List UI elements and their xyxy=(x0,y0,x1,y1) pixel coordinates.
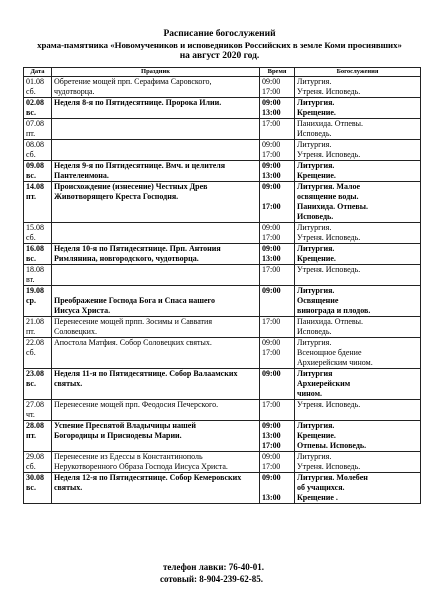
service-cell xyxy=(295,317,421,338)
service-cell-line: винограда и плодов. xyxy=(297,306,371,315)
date-cell-line: вс. xyxy=(26,254,36,263)
feast-cell xyxy=(52,161,260,182)
service-cell-line: Панихида. Отпевы. xyxy=(297,119,364,128)
time-cell-line: 17:00 xyxy=(262,265,281,274)
date-cell-line: сб. xyxy=(26,348,36,357)
date-cell xyxy=(24,369,52,400)
date-cell-line: 08.08 xyxy=(26,140,44,149)
time-cell-line: 13:00 xyxy=(262,171,281,180)
feast-cell-line: Неделя 11-я по Пятидесятнице. Собор Валаамских xyxy=(54,369,238,378)
time-cell-line: 13:00 xyxy=(262,108,281,117)
feast-cell-line xyxy=(54,223,257,233)
time-cell-line: 17:00 xyxy=(262,233,281,242)
time-cell-line: 17:00 xyxy=(262,202,281,211)
time-cell-line: 09:00 xyxy=(262,223,281,232)
schedule-table xyxy=(23,67,421,504)
time-cell-line: 09:00 xyxy=(262,140,281,149)
date-cell-line: сб. xyxy=(26,150,36,159)
feast-cell xyxy=(52,223,260,244)
service-cell-line: Литургия. Молебен xyxy=(297,473,368,482)
feast-cell-line: святых. xyxy=(54,483,83,492)
date-cell-line: вс. xyxy=(26,108,36,117)
service-cell xyxy=(295,182,421,223)
date-cell xyxy=(24,119,52,140)
time-cell xyxy=(260,161,295,182)
feast-cell-line: Перенесение мощей прп. Феодосия Печерского. xyxy=(54,400,219,409)
service-cell-line: об учащихся. xyxy=(297,483,345,492)
feast-cell xyxy=(52,452,260,473)
table-row xyxy=(24,400,421,421)
service-cell-line: Панихида. Отпевы. xyxy=(297,202,368,211)
page-title: Расписание богослужений xyxy=(163,29,276,39)
date-cell xyxy=(24,182,52,223)
feast-cell-line xyxy=(54,286,257,296)
date-cell-line: 01.08 xyxy=(26,77,44,86)
feast-cell-line: Неделя 10-я по Пятидесятнице. Прп. Антония xyxy=(54,244,221,253)
time-cell-line: 09:00 xyxy=(262,98,281,107)
date-cell xyxy=(24,244,52,265)
feast-cell-line: Римлянина, новгородского, чудотворца. xyxy=(54,254,199,263)
page-subtitle: храма-памятника «Новомучеников и исповедников Российских в земле Коми просиявших» xyxy=(37,40,402,50)
date-cell-line: ср. xyxy=(26,296,36,305)
feast-cell-line: Успение Пресвятой Владычицы нашей xyxy=(54,421,196,430)
service-cell-line: Утреня. Исповедь. xyxy=(297,87,361,96)
date-cell xyxy=(24,286,52,317)
service-cell-line: Утреня. Исповедь. xyxy=(297,265,361,274)
date-cell-line: 19.08 xyxy=(26,286,44,295)
time-cell-line: 17:00 xyxy=(262,119,281,128)
date-cell-line: 14.08 xyxy=(26,182,44,191)
date-cell-line: вс. xyxy=(26,483,36,492)
date-cell xyxy=(24,473,52,504)
service-cell xyxy=(295,119,421,140)
date-cell xyxy=(24,77,52,98)
service-cell-line: Литургия. xyxy=(297,286,335,295)
feast-cell xyxy=(52,77,260,98)
column-header-services: Богослужения xyxy=(295,68,421,77)
time-cell-line: 09:00 xyxy=(262,161,281,170)
shop-phone: телефон лавки: 76-40-01. xyxy=(163,562,265,572)
feast-cell-line: Неделя 8-я по Пятидесятнице. Пророка Илии. xyxy=(54,98,222,107)
time-cell xyxy=(260,265,295,286)
time-cell xyxy=(260,369,295,400)
time-cell-line: 09:00 xyxy=(262,286,281,295)
date-cell xyxy=(24,338,52,369)
service-cell-line: Литургия. Малое xyxy=(297,182,361,191)
time-cell-line: 09:00 xyxy=(262,338,281,347)
table-row xyxy=(24,182,421,223)
date-cell-line: пт. xyxy=(26,129,36,138)
date-cell-line: вт. xyxy=(26,275,35,284)
date-cell xyxy=(24,98,52,119)
date-cell-line: 23.08 xyxy=(26,369,44,378)
feast-cell-line: Апостола Матфия. Собор Соловецких святых. xyxy=(54,338,212,347)
time-cell xyxy=(260,473,295,504)
service-cell xyxy=(295,265,421,286)
date-cell-line: чт. xyxy=(26,410,35,419)
time-cell xyxy=(260,317,295,338)
date-cell-line: 18.08 xyxy=(26,265,44,274)
feast-cell-line xyxy=(54,140,257,150)
date-cell xyxy=(24,452,52,473)
feast-cell-line: святых. xyxy=(54,379,83,388)
feast-cell-line: Неделя 12-я по Пятидесятнице. Собор Кемеровских xyxy=(54,473,242,482)
time-cell xyxy=(260,119,295,140)
time-cell xyxy=(260,338,295,369)
period-label: на август 2020 год. xyxy=(179,51,260,61)
time-cell xyxy=(260,421,295,452)
date-cell-line: вс. xyxy=(26,379,36,388)
service-cell xyxy=(295,161,421,182)
table-row xyxy=(24,77,421,98)
service-cell-line: Всенощное бдение xyxy=(297,348,362,357)
feast-cell-line: Соловецких. xyxy=(54,327,97,336)
date-cell xyxy=(24,421,52,452)
feast-cell-line: Животворящего Креста Господня. xyxy=(54,192,179,201)
date-cell-line: 27.08 xyxy=(26,400,44,409)
service-cell-line: Отпевы. Исповедь. xyxy=(297,441,367,450)
service-cell-line: Литургия. xyxy=(297,452,332,461)
service-cell-line: Панихида. Отпевы. xyxy=(297,317,364,326)
feast-cell xyxy=(52,369,260,400)
table-row xyxy=(24,421,421,452)
time-cell xyxy=(260,400,295,421)
time-cell-line: 17:00 xyxy=(262,348,281,357)
time-cell-line: 09:00 xyxy=(262,244,281,253)
service-cell xyxy=(295,338,421,369)
service-cell xyxy=(295,452,421,473)
service-cell-line: Исповедь. xyxy=(297,327,332,336)
time-cell xyxy=(260,223,295,244)
table-row xyxy=(24,452,421,473)
date-cell-line: 29.08 xyxy=(26,452,44,461)
feast-cell xyxy=(52,119,260,140)
time-cell-line: 09:00 xyxy=(262,182,281,191)
time-cell xyxy=(260,77,295,98)
date-cell-line: 16.08 xyxy=(26,244,44,253)
schedule-body xyxy=(24,77,421,504)
service-cell xyxy=(295,140,421,161)
time-cell-line: 09:00 xyxy=(262,473,281,482)
table-row xyxy=(24,223,421,244)
feast-cell-line: Богородицы и Приснодевы Марии. xyxy=(54,431,182,440)
feast-cell xyxy=(52,317,260,338)
service-cell-line: Крещение. xyxy=(297,431,336,440)
feast-cell-line: Иисуса Христа. xyxy=(54,306,111,315)
table-row xyxy=(24,317,421,338)
time-cell-line xyxy=(262,192,292,202)
feast-cell-line: Происхождение (изнесение) Честных Древ xyxy=(54,182,208,191)
mobile-phone: сотовый: 8-904-239-62-85. xyxy=(160,574,264,584)
service-cell xyxy=(295,244,421,265)
time-cell-line: 17:00 xyxy=(262,150,281,159)
feast-cell-line: Преображение Господа Бога и Спаса нашего xyxy=(54,296,215,305)
time-cell-line xyxy=(262,483,292,493)
time-cell-line xyxy=(262,212,292,222)
service-cell xyxy=(295,473,421,504)
feast-cell xyxy=(52,286,260,317)
table-row xyxy=(24,244,421,265)
service-cell-line: Литургия. xyxy=(297,338,332,347)
service-cell-line: Крещение. xyxy=(297,108,336,117)
table-row xyxy=(24,265,421,286)
time-cell-line: 13:00 xyxy=(262,431,281,440)
column-header-time: Время xyxy=(260,68,295,77)
time-cell-line: 17:00 xyxy=(262,462,281,471)
feast-cell-line: чудотворца. xyxy=(54,87,95,96)
date-cell-line: 09.08 xyxy=(26,161,44,170)
date-cell xyxy=(24,140,52,161)
date-cell-line: 02.08 xyxy=(26,98,44,107)
date-cell-line: пт. xyxy=(26,431,36,440)
date-cell-line: вс. xyxy=(26,171,36,180)
date-cell xyxy=(24,161,52,182)
date-cell xyxy=(24,223,52,244)
table-row xyxy=(24,98,421,119)
time-cell-line: 09:00 xyxy=(262,452,281,461)
service-cell xyxy=(295,400,421,421)
feast-cell xyxy=(52,182,260,223)
service-cell-line: Литургия xyxy=(297,369,333,378)
service-cell-line: Крещение . xyxy=(297,493,338,502)
date-cell-line: сб. xyxy=(26,462,36,471)
time-cell xyxy=(260,244,295,265)
time-cell-line: 09:00 xyxy=(262,369,281,378)
service-cell xyxy=(295,421,421,452)
service-cell-line: Утреня. Исповедь. xyxy=(297,462,361,471)
feast-cell xyxy=(52,244,260,265)
time-cell xyxy=(260,286,295,317)
service-cell-line: Литургия. xyxy=(297,140,332,149)
service-cell xyxy=(295,223,421,244)
time-cell-line: 17:00 xyxy=(262,400,281,409)
feast-cell xyxy=(52,421,260,452)
time-cell xyxy=(260,98,295,119)
feast-cell-line: Перенесение из Едессы в Константинополь xyxy=(54,452,203,461)
date-cell-line: пт. xyxy=(26,327,36,336)
date-cell-line: 28.08 xyxy=(26,421,44,430)
date-cell-line: сб. xyxy=(26,87,36,96)
time-cell-line: 13:00 xyxy=(262,254,281,263)
date-cell-line: сб. xyxy=(26,233,36,242)
feast-cell xyxy=(52,140,260,161)
service-cell-line: чином. xyxy=(297,389,323,398)
feast-cell-line xyxy=(54,119,257,129)
feast-cell xyxy=(52,400,260,421)
time-cell xyxy=(260,182,295,223)
service-cell-line: Литургия. xyxy=(297,421,335,430)
table-row xyxy=(24,369,421,400)
date-cell-line: 22.08 xyxy=(26,338,44,347)
service-cell-line: Литургия. xyxy=(297,77,332,86)
time-cell xyxy=(260,452,295,473)
table-row xyxy=(24,161,421,182)
time-cell xyxy=(260,140,295,161)
service-cell xyxy=(295,369,421,400)
table-header-row xyxy=(24,68,421,77)
date-cell xyxy=(24,400,52,421)
service-cell-line: Утреня. Исповедь. xyxy=(297,233,361,242)
table-row xyxy=(24,338,421,369)
service-cell-line: Литургия. xyxy=(297,223,332,232)
service-cell-line: Архиерейским xyxy=(297,379,351,388)
feast-cell-line: Обретение мощей прп. Серафима Саровского, xyxy=(54,77,212,86)
service-cell-line: Архиерейским чином. xyxy=(297,358,373,367)
feast-cell-line: Неделя 9-я по Пятидесятнице. Вмч. и целителя xyxy=(54,161,226,170)
service-cell-line: Крещение. xyxy=(297,254,336,263)
time-cell-line: 09:00 xyxy=(262,421,281,430)
feast-cell-line: Пантелеимона. xyxy=(54,171,109,180)
feast-cell xyxy=(52,265,260,286)
service-cell-line: Исповедь. xyxy=(297,212,334,221)
service-cell-line: Освящение xyxy=(297,296,339,305)
service-cell xyxy=(295,77,421,98)
date-cell-line: 21.08 xyxy=(26,317,44,326)
feast-cell-line xyxy=(54,265,257,275)
column-header-feast: Праздник xyxy=(52,68,260,77)
service-cell xyxy=(295,286,421,317)
service-cell-line: Литургия. xyxy=(297,161,335,170)
date-cell xyxy=(24,317,52,338)
service-cell-line: Утреня. Исповедь. xyxy=(297,400,361,409)
date-cell-line: пт. xyxy=(26,192,36,201)
table-row xyxy=(24,140,421,161)
service-cell-line: Утреня. Исповедь. xyxy=(297,150,361,159)
column-header-date: Дата xyxy=(24,68,52,77)
service-cell-line: освящение воды. xyxy=(297,192,359,201)
feast-cell-line: Перенесение мощей прпп. Зосимы и Савватия xyxy=(54,317,213,326)
date-cell-line: 30.08 xyxy=(26,473,44,482)
time-cell-line: 09:00 xyxy=(262,77,281,86)
feast-cell xyxy=(52,473,260,504)
date-cell xyxy=(24,265,52,286)
time-cell-line: 17:00 xyxy=(262,441,281,450)
feast-cell xyxy=(52,338,260,369)
table-row xyxy=(24,119,421,140)
service-cell-line: Исповедь. xyxy=(297,129,332,138)
time-cell-line: 13:00 xyxy=(262,493,281,502)
service-cell-line: Литургия. xyxy=(297,98,335,107)
feast-cell xyxy=(52,98,260,119)
time-cell-line: 17:00 xyxy=(262,317,281,326)
date-cell-line: 07.08 xyxy=(26,119,44,128)
service-cell xyxy=(295,98,421,119)
service-cell-line: Литургия. xyxy=(297,244,335,253)
table-row xyxy=(24,286,421,317)
table-row xyxy=(24,473,421,504)
date-cell-line: 15.08 xyxy=(26,223,44,232)
time-cell-line: 17:00 xyxy=(262,87,281,96)
service-cell-line: Крещение. xyxy=(297,171,336,180)
feast-cell-line: Нерукотворенного Образа Господа Иисуса Христа. xyxy=(54,462,228,471)
